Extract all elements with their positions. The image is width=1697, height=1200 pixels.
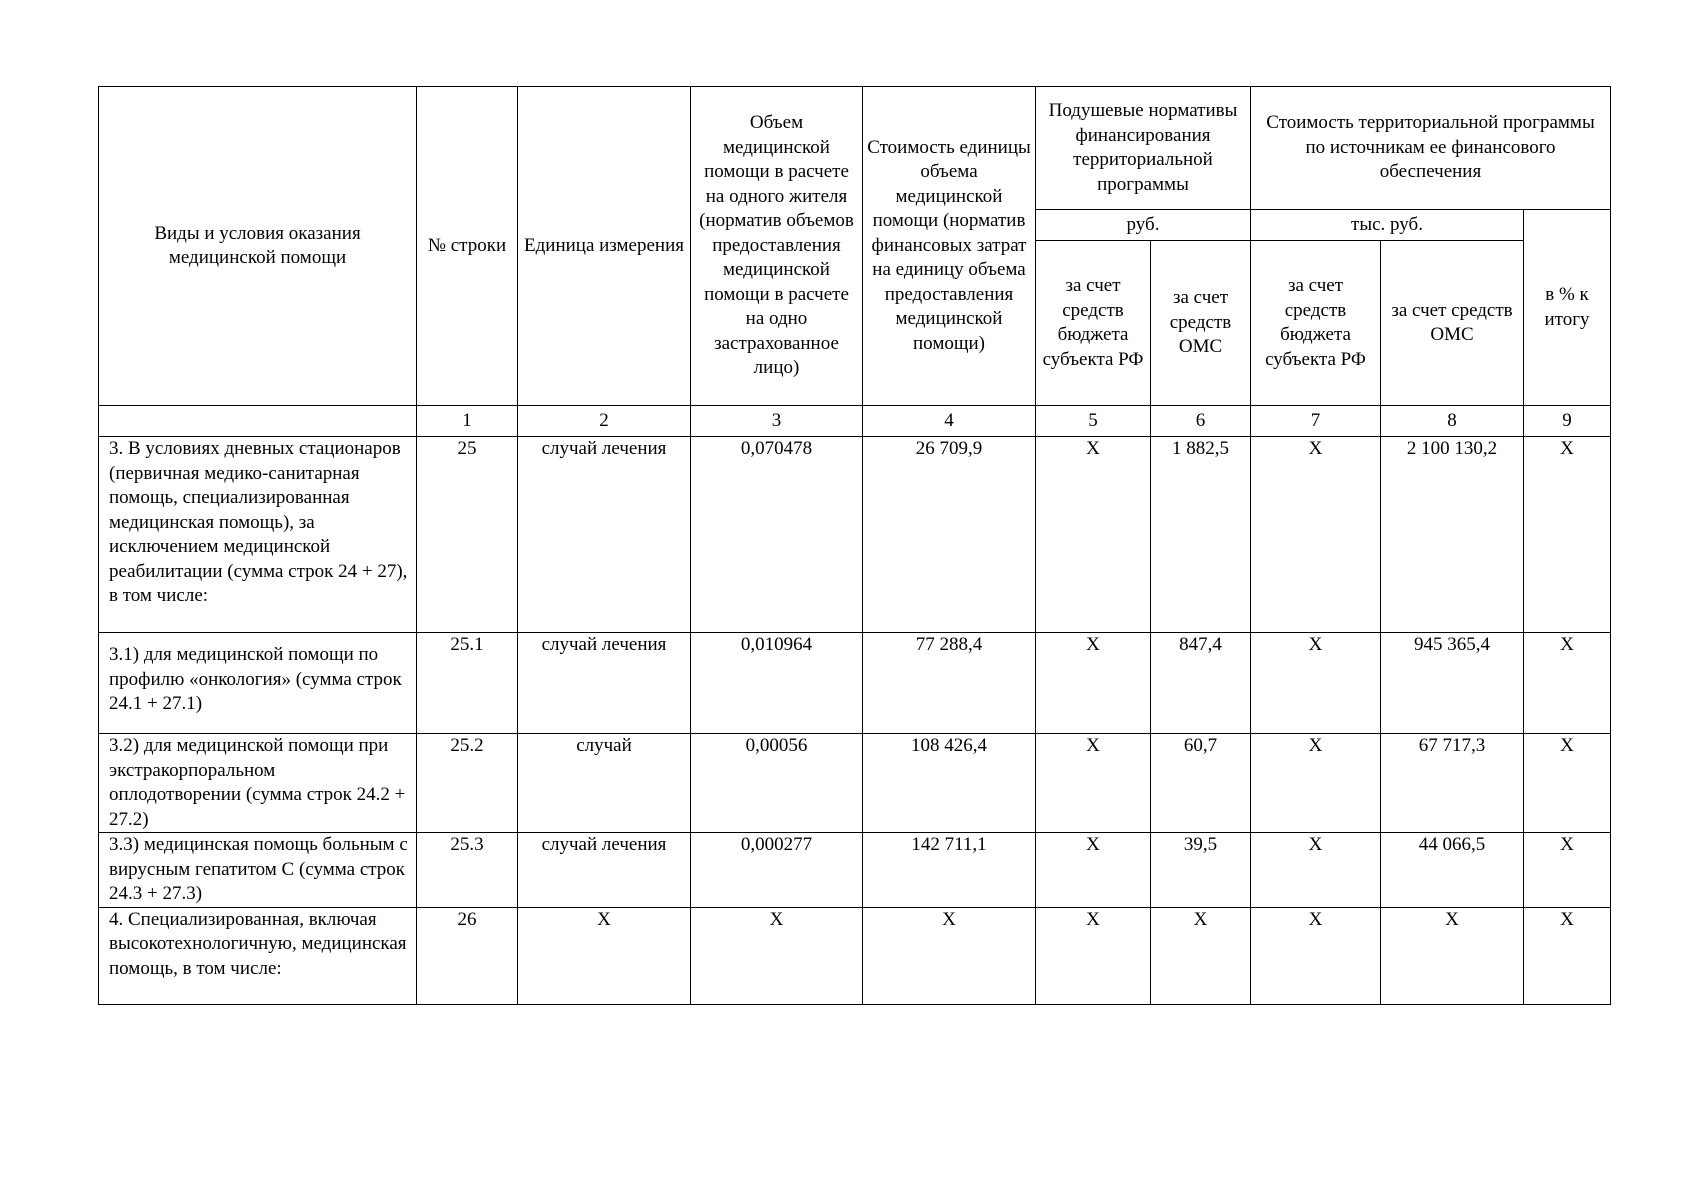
row-number: 25.1 <box>417 633 518 734</box>
header-unit-cell <box>518 87 691 406</box>
row-name: 3.2) для медицинской помощи при экстракорпоральном оплодотворении (сумма строк 24.2 + 27.2) <box>99 734 417 833</box>
row-cost-unit: 108 426,4 <box>863 734 1036 833</box>
header-unit-thousand-rub: тыс. руб. <box>1351 213 1423 235</box>
row-percent: Х <box>1524 907 1611 1004</box>
column-number: 6 <box>1151 406 1251 437</box>
row-number: 25 <box>417 437 518 633</box>
column-number: 2 <box>518 406 691 437</box>
row-number: 25.2 <box>417 734 518 833</box>
row-number: 25.3 <box>417 833 518 908</box>
row-volume: Х <box>691 907 863 1004</box>
row-name: 3.3) медицинская помощь больным с вирусным гепатитом С (сумма строк 24.3 + 27.3) <box>99 833 417 908</box>
row-unit: случай лечения <box>518 633 691 734</box>
header-row-no: № строки <box>427 234 507 256</box>
column-number: 1 <box>417 406 518 437</box>
row-per-capita-oms: 847,4 <box>1151 633 1251 734</box>
column-number-row <box>99 406 1611 437</box>
row-number: 26 <box>417 907 518 1004</box>
row-cost-budget: Х <box>1251 907 1381 1004</box>
header-percent-total: в % к итогу <box>1544 284 1590 330</box>
row-per-capita-oms: 1 882,5 <box>1151 437 1251 633</box>
row-cost-oms: 44 066,5 <box>1381 833 1524 908</box>
column-number: 8 <box>1381 406 1524 437</box>
program-cost-table <box>98 86 1611 1005</box>
row-cost-unit: 77 288,4 <box>863 633 1036 734</box>
row-name: 3.1) для медицинской помощи по профилю «онкология» (сумма строк 24.1 + 27.1) <box>99 633 417 734</box>
table-row <box>99 907 1611 1004</box>
row-unit: случай лечения <box>518 833 691 908</box>
header-unit: Единица измерения <box>524 234 684 256</box>
header-cost-budget-cell <box>1251 241 1381 406</box>
row-volume: 0,000277 <box>691 833 863 908</box>
row-cost-budget: Х <box>1251 734 1381 833</box>
row-cost-budget: Х <box>1251 833 1381 908</box>
column-number <box>99 406 417 437</box>
header-program-cost: Стоимость территориальной программы по источникам ее финансового обеспечения <box>1266 112 1595 183</box>
row-cost-oms: 2 100 130,2 <box>1381 437 1524 633</box>
row-volume: 0,00056 <box>691 734 863 833</box>
header-per-capita-group <box>1036 87 1251 210</box>
column-number: 9 <box>1524 406 1611 437</box>
table-row <box>99 633 1611 734</box>
header-per-capita: Подушевые нормативы финансирования территориальной программы <box>1048 100 1238 195</box>
header-cost-oms-cell <box>1381 241 1524 406</box>
row-per-capita-oms: Х <box>1151 907 1251 1004</box>
table-row <box>99 833 1611 908</box>
column-number: 4 <box>863 406 1036 437</box>
row-unit: случай <box>518 734 691 833</box>
row-percent: Х <box>1524 437 1611 633</box>
column-number: 5 <box>1036 406 1151 437</box>
table-row <box>99 437 1611 633</box>
row-cost-oms: 945 365,4 <box>1381 633 1524 734</box>
header-unit-thousand-rub-cell <box>1251 210 1524 241</box>
header-unit-rub-cell <box>1036 210 1251 241</box>
row-unit: Х <box>518 907 691 1004</box>
row-per-capita-budget: Х <box>1036 437 1151 633</box>
header-program-cost-group <box>1251 87 1611 210</box>
header-per-capita-oms: за счет средств ОМС <box>1169 287 1232 358</box>
header-volume: Объем медицинской помощи в расчете на одного жителя (норматив объемов предоставления медицинской помощи в расчете на одно застрахованное лицо) <box>699 112 854 379</box>
header-cost-budget: за счет средств бюджета субъекта РФ <box>1265 275 1366 370</box>
header-cost-oms: за счет средств ОМС <box>1391 299 1513 345</box>
column-number: 7 <box>1251 406 1381 437</box>
document-page <box>98 86 1610 1005</box>
table-row <box>99 734 1611 833</box>
header-percent-cell <box>1524 210 1611 406</box>
row-cost-unit: 142 711,1 <box>863 833 1036 908</box>
row-name: 3. В условиях дневных стационаров (первичная медико-санитарная помощь, специализированная медицинская помощь), за исключением медицинской реабилитации (сумма строк 24 + 27), в том числе: <box>99 437 417 633</box>
row-unit: случай лечения <box>518 437 691 633</box>
row-volume: 0,070478 <box>691 437 863 633</box>
row-name: 4. Специализированная, включая высокотехнологичную, медицинская помощь, в том числе: <box>99 907 417 1004</box>
row-cost-budget: Х <box>1251 437 1381 633</box>
row-per-capita-budget: Х <box>1036 633 1151 734</box>
row-cost-oms: 67 717,3 <box>1381 734 1524 833</box>
row-cost-unit: Х <box>863 907 1036 1004</box>
row-cost-unit: 26 709,9 <box>863 437 1036 633</box>
column-number: 3 <box>691 406 863 437</box>
header-unit-rub: руб. <box>1126 213 1160 235</box>
row-cost-budget: Х <box>1251 633 1381 734</box>
header-name: Виды и условия оказания медицинской помощи <box>154 222 361 268</box>
header-volume-cell <box>691 87 863 406</box>
header-cost-unit: Стоимость единицы объема медицинской помощи (норматив финансовых затрат на единицу объема предоставления медицинской помощи) <box>867 136 1031 354</box>
header-name-cell <box>99 87 417 406</box>
header-per-capita-oms-cell <box>1151 241 1251 406</box>
row-per-capita-budget: Х <box>1036 907 1151 1004</box>
row-per-capita-oms: 60,7 <box>1151 734 1251 833</box>
row-per-capita-budget: Х <box>1036 734 1151 833</box>
row-percent: Х <box>1524 734 1611 833</box>
header-per-capita-budget-cell <box>1036 241 1151 406</box>
row-percent: Х <box>1524 633 1611 734</box>
row-cost-oms: Х <box>1381 907 1524 1004</box>
header-row-no-cell <box>417 87 518 406</box>
row-percent: Х <box>1524 833 1611 908</box>
header-row-1 <box>99 87 1611 210</box>
header-cost-unit-cell <box>863 87 1036 406</box>
row-volume: 0,010964 <box>691 633 863 734</box>
row-per-capita-budget: Х <box>1036 833 1151 908</box>
row-per-capita-oms: 39,5 <box>1151 833 1251 908</box>
header-per-capita-budget: за счет средств бюджета субъекта РФ <box>1042 275 1144 370</box>
